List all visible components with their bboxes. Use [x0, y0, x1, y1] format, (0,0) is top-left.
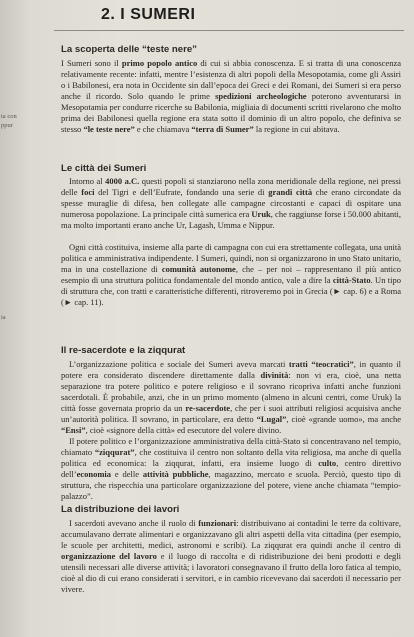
text-run: , magazzino, mercato e scuola. Perciò, questo tipo di struttura, che rispecchia una particolare organizzazione del potere, viene anche chiamata “tempio-palazzo”.	[61, 469, 402, 501]
bold-term: primo popolo antico	[121, 58, 198, 68]
bold-term: “terra di Sumer”	[191, 124, 254, 134]
bold-term: “ziqqurat”	[94, 447, 135, 457]
margin-fragment: ia	[1, 314, 6, 321]
text-run: : distribuivano ai contadini le terre da coltivare, accumulavano derrate alimentari e organizzavano gli altri aspetti della vita cittadina (per esempio, le scuole per architetti, medici, astronomi e scribi). La ziqqurat era quindi anche il centro di	[61, 518, 401, 550]
paragraph	[61, 518, 401, 595]
text-run: , in quanto il potere era considerato discendere direttamente dalla	[61, 359, 401, 380]
text-run: che erano circondate da spesse muraglie di difesa, ben collegate alle campagne circostanti e capaci di ospitare una numerosa popolazione. La principale città sumerica era	[61, 187, 401, 219]
text-run: I sacerdoti avevano anche il ruolo di	[69, 518, 199, 528]
bold-term: tratti “teocratici”	[288, 359, 354, 369]
section-heading: Il re-sacerdote e la ziqqurat	[61, 345, 186, 356]
bold-term: re-sacerdote	[185, 403, 231, 413]
chapter-title-text: I SUMERI	[120, 6, 196, 23]
bold-term: “Lugal”	[256, 414, 287, 424]
chapter-number: 2.	[101, 6, 116, 23]
text-run: . Un tipo di struttura che, con tratti e caratteristiche differenti, ritroveremo poi in Grecia (► cap. 6) e a Roma (► cap. 11).	[61, 275, 402, 307]
text-run: questi popoli si stanziarono nella zona meridionale della regione, nei pressi delle	[61, 176, 401, 197]
text-run: Ogni città costituiva, insieme alla parte di campagna con cui era strettamente collegata, una unità politica e amministrativa indipendente. I Sumeri, quindi, non si organizzarono in uno Stato unitario, ma in una costellazione di	[61, 242, 401, 274]
bold-term: divinità	[260, 370, 289, 380]
text-run: , cioè «signore della città» ed esecutore del volere divino.	[85, 425, 282, 435]
text-run: , che costituiva il centro non soltanto della vita religiosa, ma anche di quella politica ed economica: la ziqqurat, infatti, era insieme luogo di	[61, 447, 401, 468]
text-run: e il luogo di raccolta e di ridistribuzione dei beni prodotti e degli utensili necessari alle diverse attività; i lavoratori consegnavano il frutto della loro fatica al tempio, cioè al dio di cui erano considerati i servitori, e in cambio ricevevano dai sacerdoti il necessario per vivere.	[61, 551, 401, 594]
text-run: di cui si abbia conoscenza. E si tratta di una conoscenza relativamente recente: infatti, mentre l’esistenza di altri popoli della Mesopotamia, come gli Assiri o i Babilonesi, era nota in Occidente sin dall’epoca dei Greci e dei Romani, dei Sumeri si era perso anche il ricordo. Solo quando le prime	[61, 58, 402, 101]
text-run: , che – per noi – rappresentano il più antico esempio di una struttura politica fondamentale del mondo antico, vale a dire la	[61, 264, 402, 285]
bold-term: grandi città	[268, 187, 313, 197]
margin-fragment: ppur	[1, 122, 13, 129]
text-run: e che chiamava	[134, 124, 192, 134]
bold-term: “le teste nere”	[83, 124, 135, 134]
text-run: Intorno al	[69, 176, 106, 186]
text-run: , che raggiunse forse i 50.000 abitanti, ma molto importanti erano anche Ur, Lagash, Umma e Nippur.	[61, 209, 401, 230]
text-run: del Tigri e dell’Eufrate, fondando una serie di	[94, 187, 269, 197]
bold-term: “Ensi”	[61, 425, 86, 435]
section-heading: La distribuzione dei lavori	[61, 504, 180, 515]
bold-term: culto	[318, 458, 337, 468]
text-run: , cioè «grande uomo», ma anche	[286, 414, 401, 424]
paragraph	[61, 242, 401, 308]
bold-term: economia	[76, 469, 112, 479]
paragraph	[61, 58, 401, 135]
text-run: la regione in cui abitava.	[253, 124, 340, 134]
text-run: L’organizzazione politica e sociale dei Sumeri aveva marcati	[69, 359, 289, 369]
paragraph	[61, 359, 401, 436]
section-heading: La scoperta delle “teste nere”	[61, 44, 197, 55]
paragraph	[61, 436, 401, 502]
text-run: , centro direttivo dell’	[61, 458, 401, 479]
paragraph	[61, 176, 401, 231]
bold-term: spedizioni archeologiche	[215, 91, 307, 101]
bold-term: Uruk	[251, 209, 271, 219]
section-heading: Le città dei Sumeri	[61, 163, 147, 174]
text-run: e delle	[111, 469, 143, 479]
bold-term: città-Stato	[332, 275, 371, 285]
chapter-title	[101, 6, 195, 24]
margin-fragment: ta con	[1, 113, 17, 120]
text-run: : non vi era, cioè, una netta separazione tra potere politico e potere religioso e il sovrano ricopriva infatti anche funzioni sacerdotali. È probabile, anzi, che in un primo momento (almeno in alcuni centri, come Uruk) la città fosse governata proprio da un	[61, 370, 401, 413]
bold-term: comunità autonome	[161, 264, 236, 274]
text-run: I Sumeri sono il	[61, 58, 122, 68]
bold-term: 4000 a.C.	[105, 176, 140, 186]
title-divider	[54, 30, 404, 31]
bold-term: organizzazione del lavoro	[61, 551, 157, 561]
bold-term: attività pubbliche	[142, 469, 209, 479]
text-run: , che per i suoi attributi religiosi acquisiva anche un’autorità politica. Il sovrano, in particolare, era detto	[61, 403, 401, 424]
bold-term: foci	[81, 187, 95, 197]
text-run: Il potere politico e l’organizzazione amministrativa della città-Stato si concentravano nel tempio, chiamato	[61, 436, 401, 457]
bold-term: funzionari	[198, 518, 237, 528]
text-run: poterono avventurarsi in Mesopotamia per condurre ricerche su Babilonia, migliaia di documenti scritti rivelarono che molto prima dei Babilonesi quella regione era stata sotto il dominio di un altro popolo, che definiva se stesso	[61, 91, 401, 134]
